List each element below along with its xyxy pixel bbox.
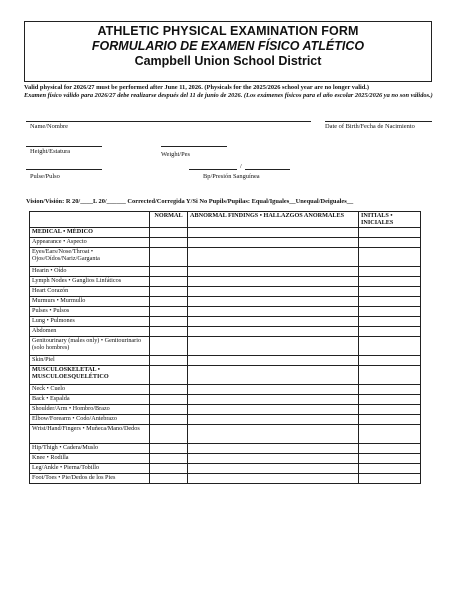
row-label: Elbow/Forearm • Codo/Antebrazo xyxy=(30,415,150,425)
table-row xyxy=(30,425,421,444)
table-row xyxy=(30,474,421,484)
bp-label: Bp/Presión Sanguínea xyxy=(203,173,260,180)
initials-cell[interactable] xyxy=(359,415,421,425)
row-label: Skin/Piel xyxy=(30,356,150,366)
section-row xyxy=(30,228,421,238)
normal-cell[interactable] xyxy=(150,474,188,484)
normal-cell[interactable] xyxy=(150,366,188,385)
notice-english: Valid physical for 2026/27 must be performed after June 11, 2026. (Physicals for the 2025/2026 school year are no longer valid.) xyxy=(24,84,370,91)
abnormal-cell[interactable] xyxy=(188,415,359,425)
normal-cell[interactable] xyxy=(150,248,188,267)
abnormal-cell[interactable] xyxy=(188,327,359,337)
table-row xyxy=(30,327,421,337)
header-blank xyxy=(30,212,150,228)
bp-diastolic-line[interactable] xyxy=(245,169,290,170)
abnormal-cell[interactable] xyxy=(188,337,359,356)
initials-cell[interactable] xyxy=(359,317,421,327)
initials-cell[interactable] xyxy=(359,307,421,317)
initials-cell[interactable] xyxy=(359,385,421,395)
abnormal-cell[interactable] xyxy=(188,464,359,474)
initials-cell[interactable] xyxy=(359,238,421,248)
notice-spanish: Examen físico válido para 2026/27 debe realizarse después del 11 de junio de 2026. (Los exámenes físicos para el año escolar 2025/2026 ya no son válidos.) xyxy=(24,92,433,100)
row-label: Lymph Nodes • Ganglios Linfáticos xyxy=(30,277,150,287)
table-header-row xyxy=(30,212,421,228)
initials-cell[interactable] xyxy=(359,464,421,474)
abnormal-cell[interactable] xyxy=(188,287,359,297)
normal-cell[interactable] xyxy=(150,395,188,405)
district-name: Campbell Union School District xyxy=(134,54,322,68)
table-row xyxy=(30,238,421,248)
dob-label: Date of Birth/Fecha de Nacimiento xyxy=(325,123,415,130)
header-abnormal-findings: ABNORMAL FINDINGS • HALLAZGOS ANORMALES xyxy=(188,212,359,228)
pulse-line[interactable] xyxy=(26,169,102,170)
row-label: Neck • Cuelo xyxy=(30,385,150,395)
header-initials: INITIALS • INICIALES xyxy=(359,212,421,228)
row-label: Genitourinary (males only) • Genitourinario (solo hombres) xyxy=(30,337,150,356)
normal-cell[interactable] xyxy=(150,425,188,444)
bp-separator: / xyxy=(240,163,242,170)
normal-cell[interactable] xyxy=(150,464,188,474)
table-row xyxy=(30,444,421,454)
initials-cell[interactable] xyxy=(359,337,421,356)
table-row xyxy=(30,385,421,395)
dob-line[interactable] xyxy=(325,121,432,122)
title-spanish: FORMULARIO DE EXAMEN FÍSICO ATLÉTICO xyxy=(91,39,365,53)
row-label: Appearance • Aspecto xyxy=(30,238,150,248)
initials-cell[interactable] xyxy=(359,454,421,464)
abnormal-cell[interactable] xyxy=(188,425,359,444)
table-row xyxy=(30,287,421,297)
abnormal-cell[interactable] xyxy=(188,395,359,405)
row-label: Lung • Pulmones xyxy=(30,317,150,327)
initials-cell[interactable] xyxy=(359,267,421,277)
validity-notice xyxy=(24,84,434,101)
form-header xyxy=(24,21,432,82)
row-label: Wrist/Hand/Fingers • Muñeca/Mano/Dedos xyxy=(30,425,150,444)
abnormal-cell[interactable] xyxy=(188,267,359,277)
height-line[interactable] xyxy=(26,146,102,147)
normal-cell[interactable] xyxy=(150,267,188,277)
normal-cell[interactable] xyxy=(150,454,188,464)
initials-cell[interactable] xyxy=(359,327,421,337)
normal-cell[interactable] xyxy=(150,277,188,287)
table-row xyxy=(30,307,421,317)
row-label: Foot/Toes • Pie/Dedos de los Pies xyxy=(30,474,150,484)
initials-cell[interactable] xyxy=(359,366,421,385)
initials-cell[interactable] xyxy=(359,395,421,405)
initials-cell[interactable] xyxy=(359,405,421,415)
abnormal-cell[interactable] xyxy=(188,454,359,464)
abnormal-cell[interactable] xyxy=(188,366,359,385)
section-label: MUSCULOSKELETAL • MUSCULOESQUELÉTICO xyxy=(30,366,150,385)
table-row xyxy=(30,267,421,277)
row-label: Back • Espalda xyxy=(30,395,150,405)
row-label: Hip/Thigh • Cadera/Muslo xyxy=(30,444,150,454)
row-label: Pulses • Pulsos xyxy=(30,307,150,317)
initials-cell[interactable] xyxy=(359,297,421,307)
abnormal-cell[interactable] xyxy=(188,474,359,484)
row-label: Abdomen xyxy=(30,327,150,337)
abnormal-cell[interactable] xyxy=(188,317,359,327)
normal-cell[interactable] xyxy=(150,297,188,307)
initials-cell[interactable] xyxy=(359,356,421,366)
weight-label: Weight/Pes xyxy=(161,151,190,158)
abnormal-cell[interactable] xyxy=(188,385,359,395)
row-label: Leg/Ankle • Pierna/Tobillo xyxy=(30,464,150,474)
normal-cell[interactable] xyxy=(150,307,188,317)
normal-cell[interactable] xyxy=(150,385,188,395)
header-normal: NORMAL xyxy=(150,212,188,228)
normal-cell[interactable] xyxy=(150,337,188,356)
abnormal-cell[interactable] xyxy=(188,405,359,415)
vision-line[interactable]: Vision/Visión: R 20/____L 20/______ Corrected/Corregida Y/Si No Pupils/Pupilas: Equal/Iguales__Unequal/Deiguales__ xyxy=(26,198,354,205)
table-row xyxy=(30,248,421,267)
abnormal-cell[interactable] xyxy=(188,238,359,248)
height-label: Height/Estatura xyxy=(30,148,71,155)
row-label: Hearin • Oído xyxy=(30,267,150,277)
table-row xyxy=(30,415,421,425)
table-row xyxy=(30,297,421,307)
normal-cell[interactable] xyxy=(150,356,188,366)
section-label: MEDICAL • MÉDICO xyxy=(30,228,150,238)
table-row xyxy=(30,356,421,366)
table-row xyxy=(30,277,421,287)
row-label: Eyes/Ears/Nose/Throat • Ojos/Oídos/Nariz/Garganta xyxy=(30,248,150,267)
table-row xyxy=(30,405,421,415)
abnormal-cell[interactable] xyxy=(188,228,359,238)
abnormal-cell[interactable] xyxy=(188,444,359,454)
normal-cell[interactable] xyxy=(150,444,188,454)
initials-cell[interactable] xyxy=(359,444,421,454)
exam-findings-table xyxy=(29,211,421,484)
table-row xyxy=(30,337,421,356)
abnormal-cell[interactable] xyxy=(188,297,359,307)
row-label: Murmurs • Murmullo xyxy=(30,297,150,307)
table-row xyxy=(30,395,421,405)
table-row xyxy=(30,454,421,464)
normal-cell[interactable] xyxy=(150,405,188,415)
initials-cell[interactable] xyxy=(359,287,421,297)
name-label: Name/Nombre xyxy=(30,123,68,130)
normal-cell[interactable] xyxy=(150,287,188,297)
table-row xyxy=(30,317,421,327)
normal-cell[interactable] xyxy=(150,415,188,425)
section-row xyxy=(30,366,421,385)
normal-cell[interactable] xyxy=(150,327,188,337)
normal-cell[interactable] xyxy=(150,228,188,238)
normal-cell[interactable] xyxy=(150,238,188,248)
name-line[interactable] xyxy=(26,121,311,122)
row-label: Heart Corazón xyxy=(30,287,150,297)
initials-cell[interactable] xyxy=(359,474,421,484)
abnormal-cell[interactable] xyxy=(188,356,359,366)
bp-systolic-line[interactable] xyxy=(189,169,237,170)
weight-line[interactable] xyxy=(161,146,227,147)
abnormal-cell[interactable] xyxy=(188,277,359,287)
initials-cell[interactable] xyxy=(359,277,421,287)
initials-cell[interactable] xyxy=(359,248,421,267)
initials-cell[interactable] xyxy=(359,425,421,444)
initials-cell[interactable] xyxy=(359,228,421,238)
abnormal-cell[interactable] xyxy=(188,248,359,267)
title-english: ATHLETIC PHYSICAL EXAMINATION FORM xyxy=(97,24,359,38)
pulse-label: Pulse/Pulso xyxy=(30,173,60,180)
normal-cell[interactable] xyxy=(150,317,188,327)
row-label: Knee • Rodilla xyxy=(30,454,150,464)
row-label: Shoulder/Arm • Hombro/Brazo xyxy=(30,405,150,415)
table-row xyxy=(30,464,421,474)
abnormal-cell[interactable] xyxy=(188,307,359,317)
